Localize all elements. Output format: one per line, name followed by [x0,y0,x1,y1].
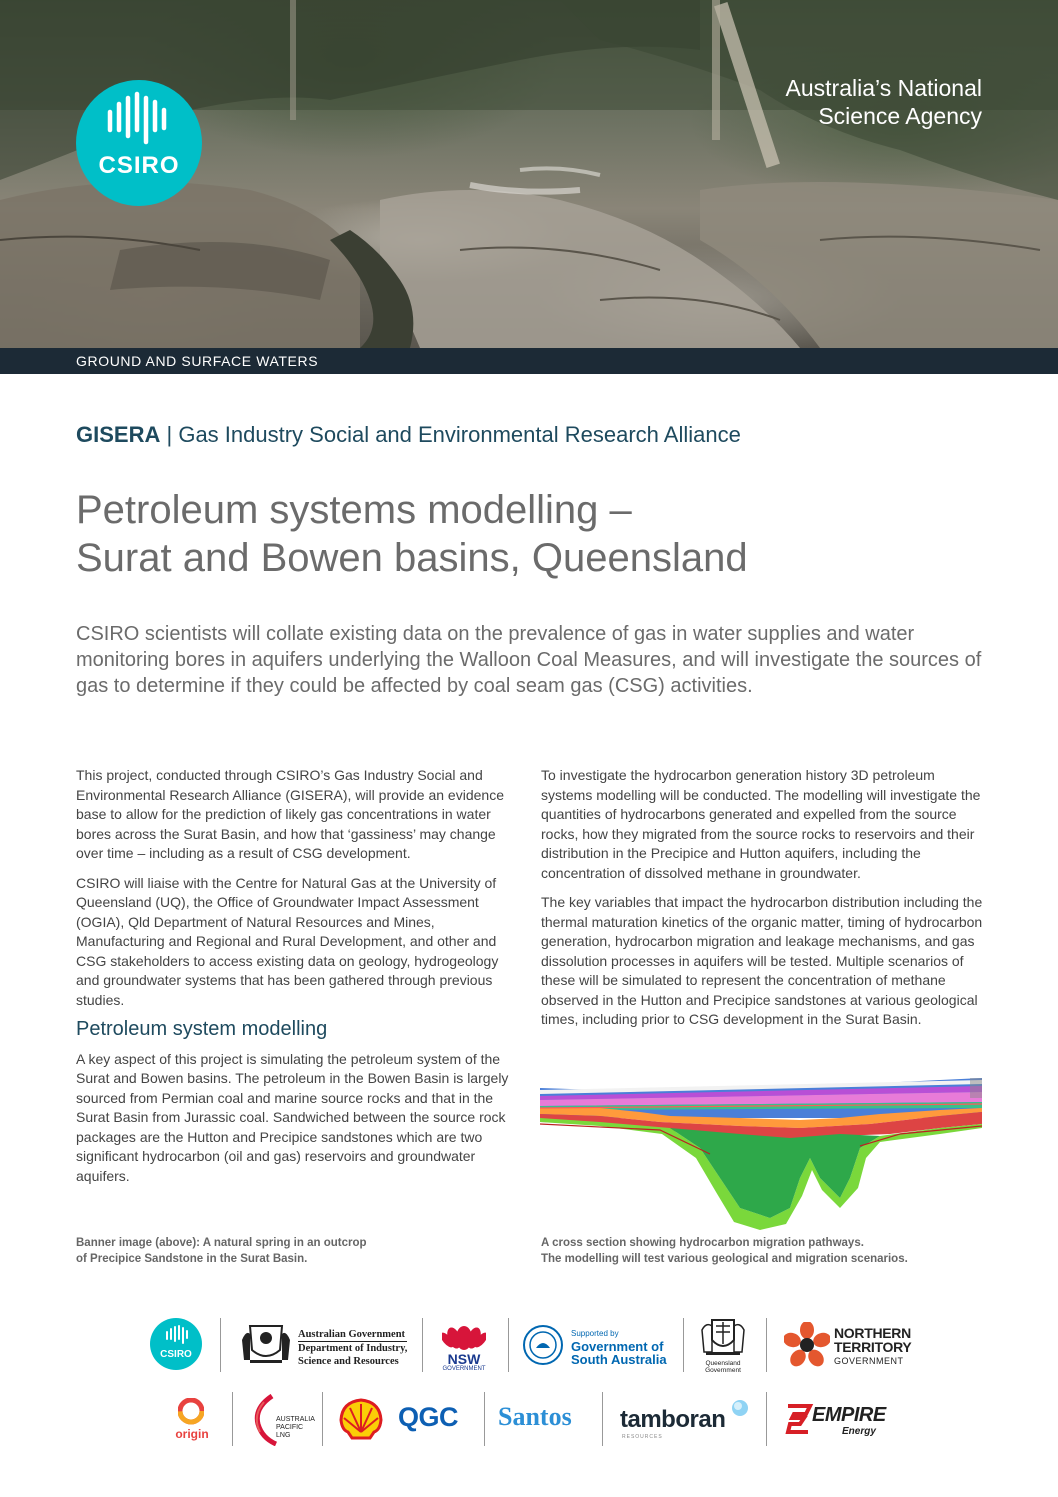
logo-divider [220,1318,221,1372]
csiro-logo [76,80,202,206]
origin-text: origin [175,1427,209,1441]
logo-divider [484,1392,485,1446]
left-paragraph-2: CSIRO will liaise with the Centre for Natural Gas at the University of Queensland (UQ), the Office of Groundwater Impact Assessment (OGIA), Qld Department of Natural Resources and Mines, Manufacturing and Regional and Rural Development, and other and CSG stakeholders to access existing data on geology, hydrogeology and groundwater systems that has been gathered through previous studies. [76,874,499,1008]
csiro-small-logo [150,1318,202,1370]
banner-caption [76,1236,367,1267]
northern-territory-flower-icon [784,1322,830,1368]
right-column [541,766,986,1040]
south-australia-badge-icon [522,1324,564,1366]
banner-caption-line-2: of Precipice Sandstone in the Surat Basin. [76,1252,308,1265]
aplng-text [276,1416,315,1440]
tamboran-sub-text: RESOURCES [622,1434,663,1440]
aus-gov-dept-2: Science and Resources [298,1356,399,1367]
banner-caption-line-1: Banner image (above): A natural spring in an outcrop [76,1237,367,1249]
origin-logo-icon [178,1398,204,1426]
banner-image [0,0,1058,348]
nsw-text: NSW [447,1351,481,1367]
aus-gov-title: Australian Government [298,1328,407,1342]
aus-gov-dept-1: Department of Industry, [298,1343,408,1354]
santos-logo: Santos [498,1402,572,1431]
gisera-acronym: GISERA [76,422,161,447]
nsw-sub-text: GOVERNMENT [442,1366,486,1372]
shell-logo-icon [338,1398,384,1440]
queensland-crest-icon [700,1316,746,1358]
queensland-logo-text [694,1360,752,1374]
figure-caption-line-2: The modelling will test various geological and migration scenarios. [541,1252,908,1265]
sa-supported-by: Supported by [571,1329,619,1338]
northern-territory-logo [834,1326,911,1368]
logo-divider [232,1392,233,1446]
tamboran-dot-icon [730,1398,750,1418]
aplng-line-2: PACIFIC [276,1424,304,1431]
csiro-logo-text: CSIRO [98,152,180,179]
empire-logo-icon [784,1402,814,1436]
logo-divider [322,1392,323,1446]
logo-divider [422,1318,423,1372]
left-paragraph-1: This project, conducted through CSIRO’s Gas Industry Social and Environmental Research Alliance (GISERA), will provide an evidence base to allow for the prediction of likely gas concentrations in water bores across the Surat Basin, and how that ‘gassiness’ may change over time – including as a result of CSG development. [76,767,504,861]
nt-line-1: NORTHERN [834,1325,911,1341]
section-heading: Petroleum system modelling [76,1018,328,1040]
sa-line-1: Government of [571,1339,664,1354]
south-australia-logo [571,1327,667,1366]
figure-caption-line-1: A cross section showing hydrocarbon migration pathways. [541,1237,864,1249]
logo-divider [683,1318,684,1372]
csiro-logo-icon [150,1318,202,1370]
logo-divider [602,1392,603,1446]
title-line-1: Petroleum systems modelling – [76,488,632,532]
page-title [76,486,976,582]
figure-caption [541,1236,908,1267]
logo-divider [766,1392,767,1446]
qld-line-1: Queensland [705,1360,741,1367]
left-paragraph-3: A key aspect of this project is simulating the petroleum system of the Surat and Bowen basins. The petroleum in the Bowen Basin is largely sourced from Permian coal and marine source rocks and that in the Surat Basin from Jurassic coal. Sandwiched between the source rock packages are the Hutton and Precipice sandstones which are two significant hydrocarbon (oil and gas) reservoirs and groundwater aquifers. [76,1050,509,1184]
agency-tagline [786,74,982,130]
aplng-line-1: AUSTRALIA [276,1416,315,1423]
title-line-2: Surat and Bowen basins, Queensland [76,536,748,580]
nt-line-3: GOVERNMENT [834,1356,904,1366]
empire-logo-text: EMPIRE [812,1404,886,1426]
sa-line-2: South Australia [571,1352,667,1367]
nt-line-2: TERRITORY [834,1339,912,1355]
nsw-waratah-icon [442,1318,486,1352]
gisera-separator: | [166,422,173,447]
agency-line-2: Science Agency [818,103,982,129]
gisera-full-name: Gas Industry Social and Environmental Research Alliance [178,422,741,447]
right-paragraph-1: To investigate the hydrocarbon generation history 3D petroleum systems modelling will be conducted. The modelling will investigate the quantities of hydrocarbons generated and expelled from the source rocks, how they migrated from the source rocks to reservoirs and their distribution in the Precipice and Hutton aquifers, including the concentration of dissolved methane in groundwater. [541,767,981,881]
csiro-small-text: CSIRO [160,1349,192,1360]
qld-line-2: Government [705,1367,741,1374]
australian-government-logo [298,1328,407,1368]
australian-government-crest-icon [240,1320,292,1368]
aplng-line-3: LNG [276,1432,291,1439]
logo-divider [766,1318,767,1372]
section-label: GROUND AND SURFACE WATERS [76,353,319,369]
intro-paragraph: CSIRO scientists will collate existing data on the prevalence of gas in water supplies and water monitoring bores in aquifers underlying the Walloon Coal Measures, and will investigate the sources of gas to determine if they could be affected by coal seam gas (CSG) activities. [76,623,982,697]
right-paragraph-2: The key variables that impact the hydrocarbon distribution including the thermal maturation kinetics of the organic matter, timing of hydrocarbon generation, hydrocarbon migration and leakage mechanisms, and gas dissolution processes in aquifers will be tested. Multiple scenarios of these will be simulated to represent the concentration of methane observed in the Hutton and Precipice sandstones at various geological times, including prior to CSG development in the Surat Basin. [541,894,983,1027]
logo-divider [508,1318,509,1372]
cross-section-figure [540,1078,982,1238]
tamboran-logo: tamboran [620,1406,726,1433]
agency-line-1: Australia’s National [785,75,982,101]
qgc-logo: QGC [398,1402,459,1432]
gisera-heading [76,422,741,448]
left-column [76,766,520,1196]
csiro-logo-icon [76,80,202,206]
section-band [0,348,1058,374]
empire-energy-text: Energy [842,1426,876,1437]
